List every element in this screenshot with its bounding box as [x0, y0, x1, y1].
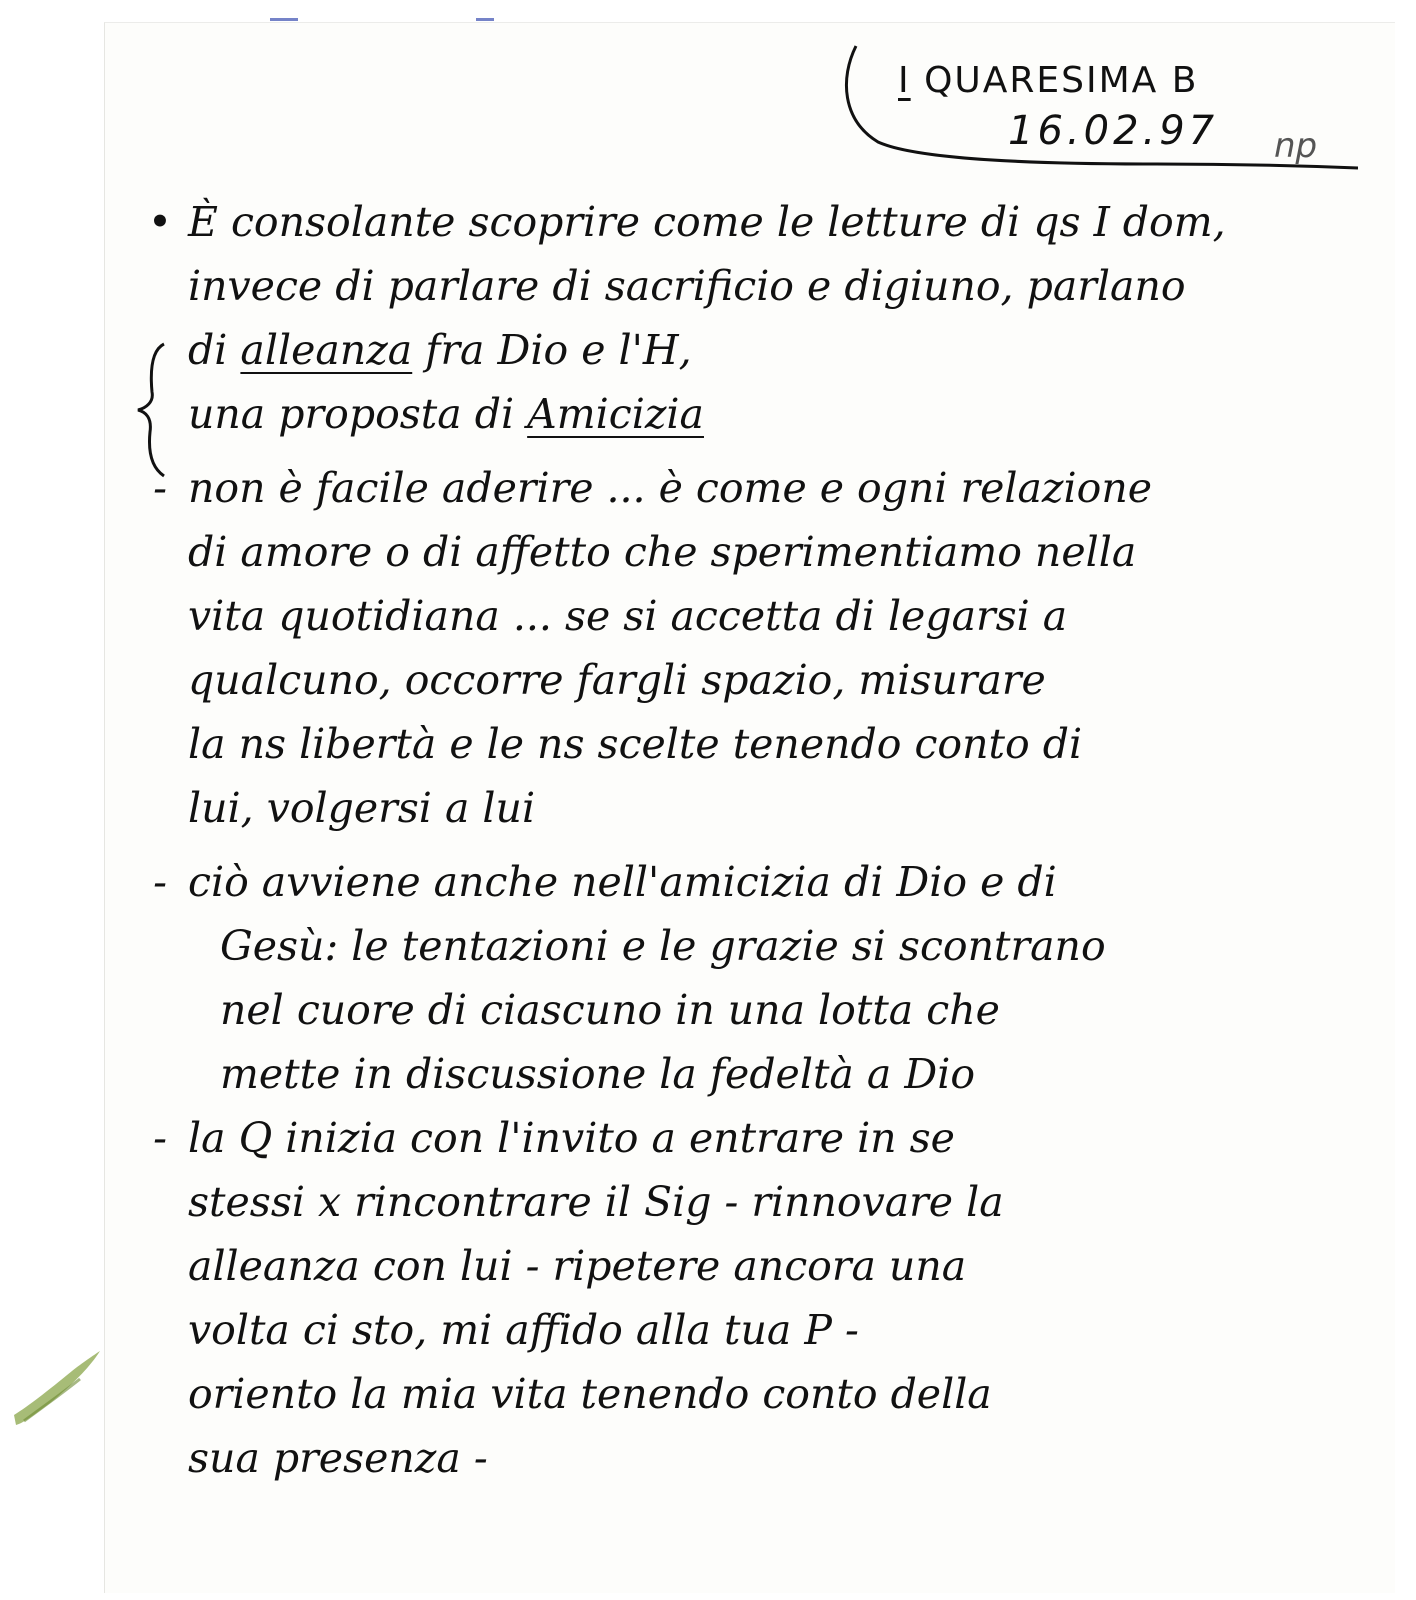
underlined-word: alleanza	[240, 326, 413, 374]
ink-mark	[476, 18, 494, 21]
note-line	[140, 1362, 1390, 1426]
note-line	[140, 1234, 1390, 1298]
note-line	[140, 318, 1390, 382]
note-line	[140, 776, 1390, 840]
note-text-with-underline: una proposta di Amicizia	[188, 390, 704, 438]
note-line	[140, 712, 1390, 776]
note-line	[140, 1042, 1390, 1106]
note-text: la Q inizia con l'invito a entrare in se	[188, 1114, 955, 1162]
bullet-marker: -	[153, 464, 167, 512]
note-text: non è facile aderire ... è come e ogni relazione	[188, 464, 1153, 512]
notes-body	[140, 190, 1390, 1490]
note-text-with-underline: di alleanza fra Dio e l'H,	[188, 326, 692, 374]
header-roman-numeral: I	[898, 60, 911, 101]
note-text: lui, volgersi a lui	[188, 784, 536, 832]
header	[838, 42, 1358, 172]
note-text: qualcuno, occorre fargli spazio, misurare	[188, 656, 1046, 704]
note-line	[140, 1106, 1390, 1170]
note-text: Gesù: le tentazioni e le grazie si scontrano	[220, 922, 1106, 970]
ink-mark	[270, 18, 298, 21]
note-text: sua presenza -	[188, 1434, 488, 1482]
note-text: volta ci sto, mi affido alla tua P -	[188, 1306, 859, 1354]
note-text: la ns libertà e le ns scelte tenendo conto di	[188, 720, 1083, 768]
header-initials: np	[1274, 126, 1318, 166]
note-text: di amore o di affetto che sperimentiamo nella	[188, 528, 1137, 576]
note-line	[140, 584, 1390, 648]
note-line	[140, 1426, 1390, 1490]
note-line	[140, 850, 1390, 914]
note-text: oriento la mia vita tenendo conto della	[188, 1370, 992, 1418]
note-text: invece di parlare di sacrificio e digiuno, parlano	[188, 262, 1186, 310]
note-line	[140, 520, 1390, 584]
note-line	[140, 254, 1390, 318]
note-line	[140, 648, 1390, 712]
note-line	[140, 1170, 1390, 1234]
note-line	[140, 382, 1390, 446]
bullet-marker: -	[153, 1114, 167, 1162]
note-text: stessi x rincontrare il Sig - rinnovare la	[188, 1178, 1004, 1226]
note-line	[140, 456, 1390, 520]
note-text: ciò avviene anche nell'amicizia di Dio e di	[188, 858, 1057, 906]
underlined-word: Amicizia	[527, 390, 704, 438]
note-text: vita quotidiana ... se si accetta di legarsi a	[188, 592, 1068, 640]
note-line	[140, 914, 1390, 978]
green-smudge	[10, 1345, 102, 1429]
note-text: alleanza con lui - ripetere ancora una	[188, 1242, 967, 1290]
note-text: nel cuore di ciascuno in una lotta che	[220, 986, 1000, 1034]
header-title	[898, 60, 1198, 101]
note-text: mette in discussione la fedeltà a Dio	[220, 1050, 976, 1098]
bullet-marker: •	[147, 198, 173, 246]
bullet-marker: -	[153, 858, 167, 906]
header-date: 16.02.97	[1008, 108, 1219, 154]
note-line	[140, 978, 1390, 1042]
note-line	[140, 1298, 1390, 1362]
note-line	[140, 190, 1390, 254]
note-text: È consolante scoprire come le letture di qs I dom,	[188, 198, 1226, 246]
header-title-text: QUARESIMA B	[924, 60, 1199, 101]
